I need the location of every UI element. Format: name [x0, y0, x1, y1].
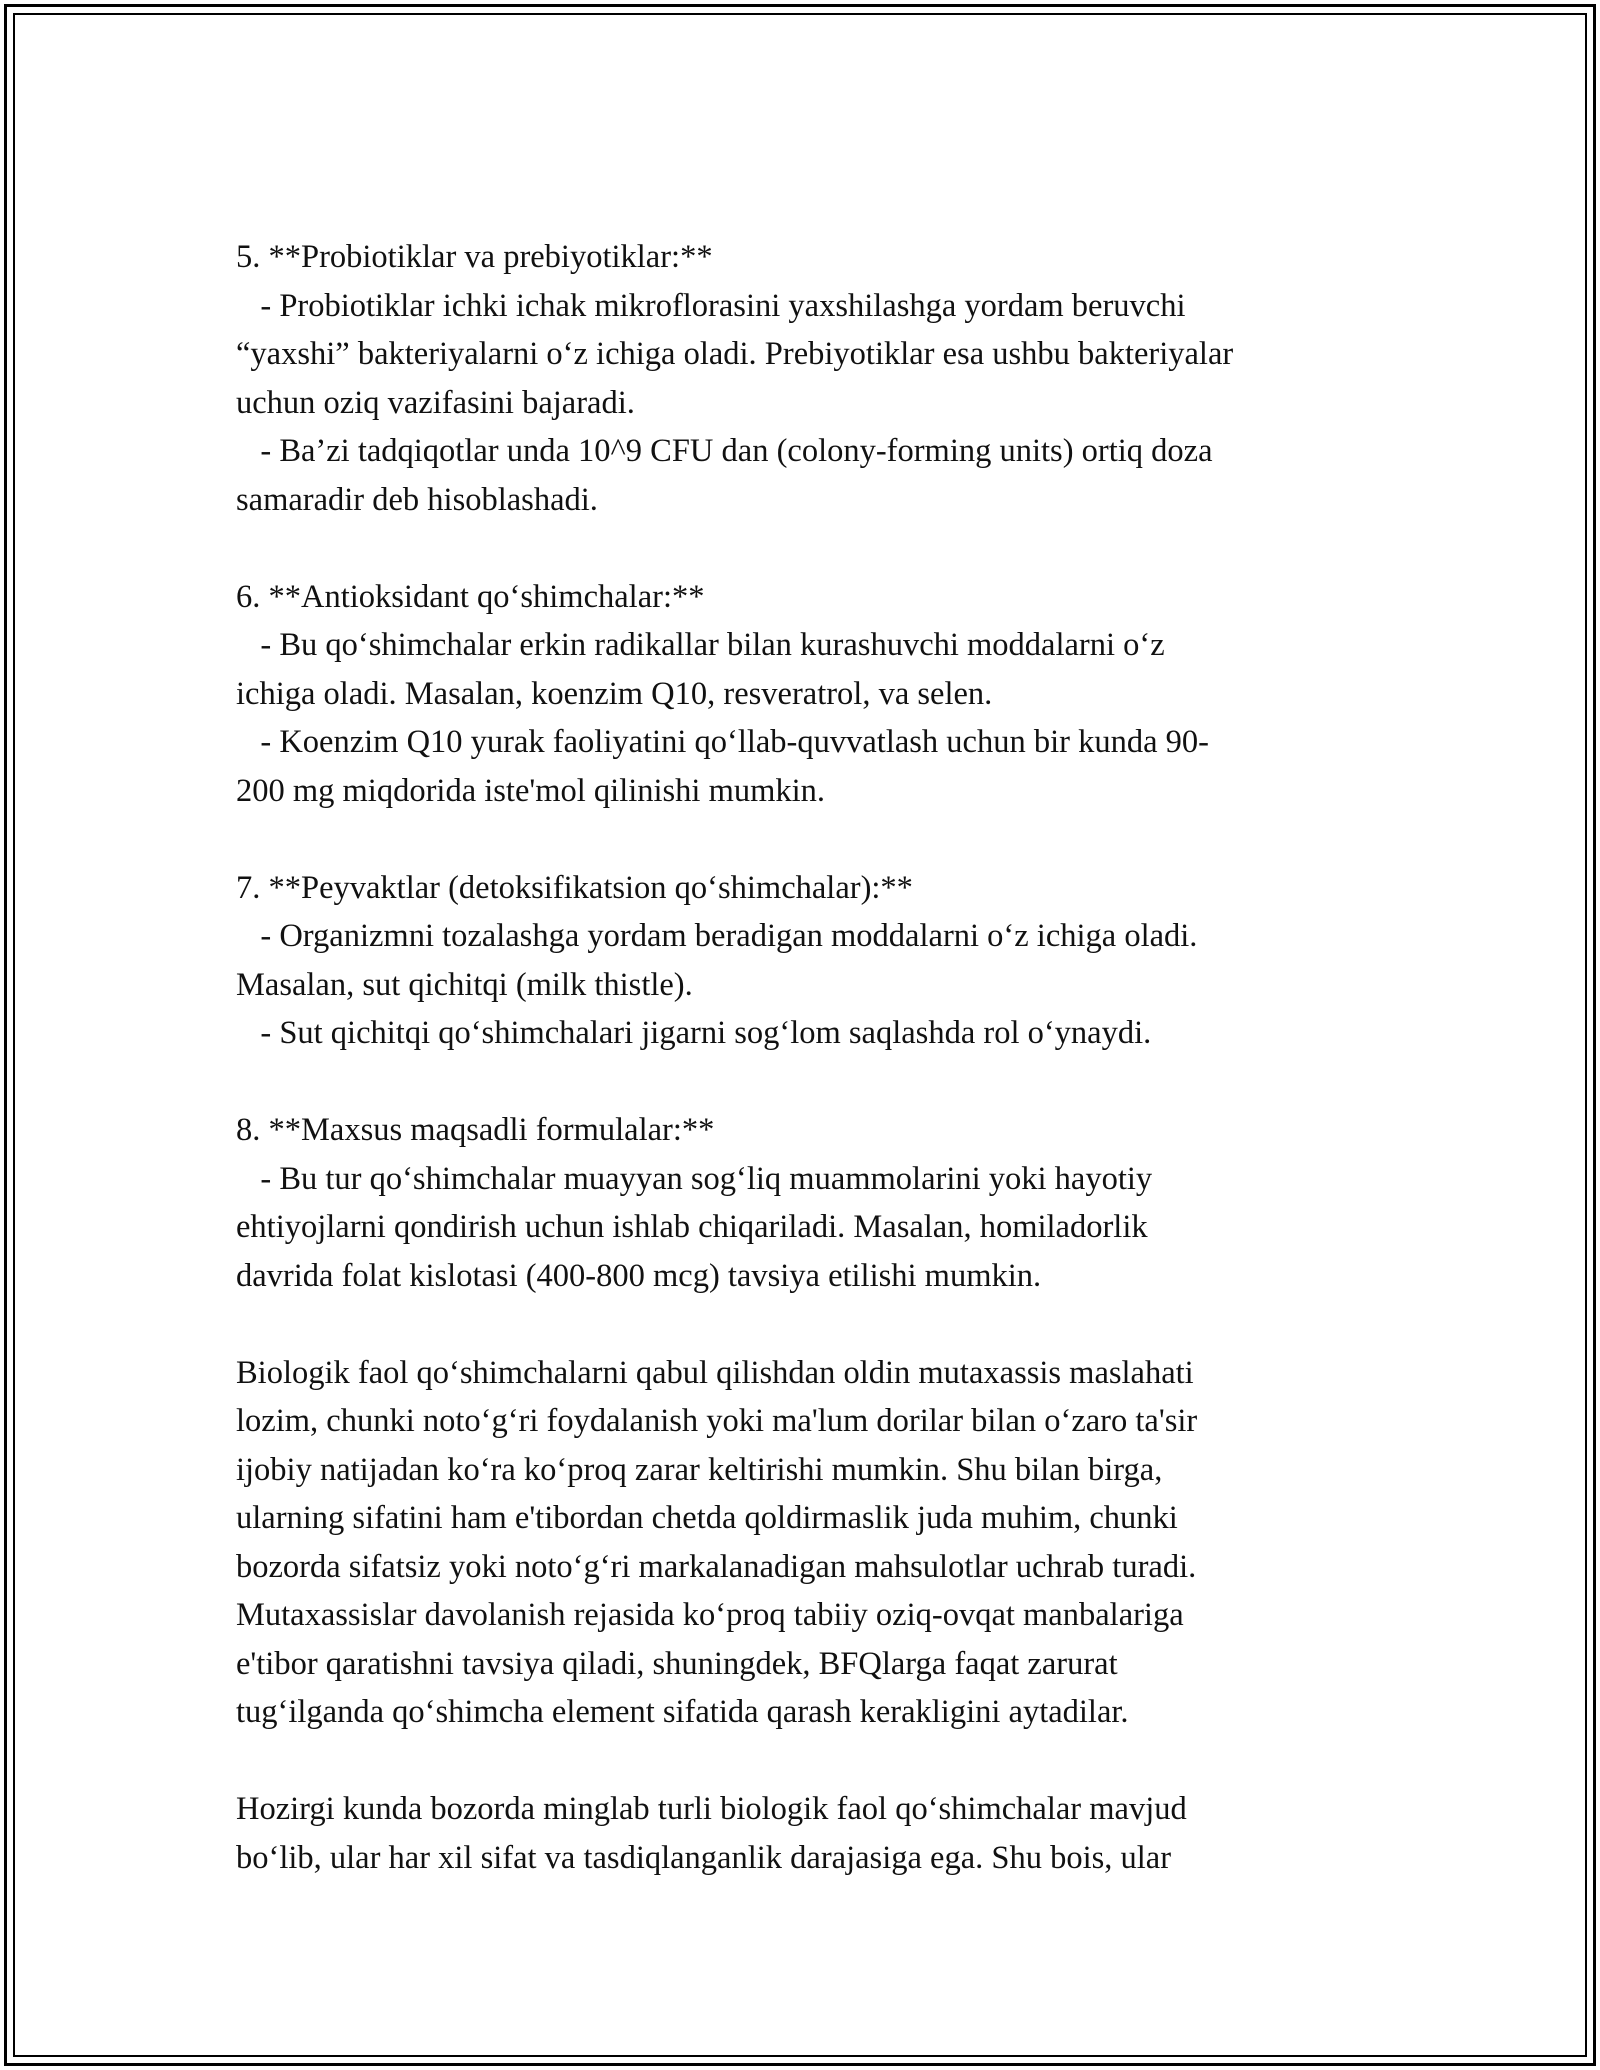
paragraph-expert-advice — [236, 1349, 1386, 1737]
text-line: - Probiotiklar ichki ichak mikroflorasini yaxshilashga yordam beruvchi — [236, 287, 1186, 324]
text-line: - Bu qo‘shimchalar erkin radikallar bilan kurashuvchi moddalarni o‘z — [236, 627, 1165, 663]
text-line: davrida folat kislotasi (400-800 mcg) tavsiya etilishi mumkin. — [236, 1257, 1042, 1294]
paragraph-gap — [236, 815, 1386, 864]
text-line: - Organizmni tozalashga yordam beradigan moddalarni o‘z ichiga oladi. — [236, 918, 1198, 954]
text-line: bozorda sifatsiz yoki noto‘g‘ri markalanadigan mahsulotlar uchrab turadi. — [236, 1548, 1197, 1585]
paragraph-gap — [236, 524, 1386, 573]
text-line: - Ba’zi tadqiqotlar unda 10^9 CFU dan (colony-forming units) ortiq doza — [236, 433, 1213, 469]
text-line: uchun oziq vazifasini bajaradi. — [236, 384, 635, 421]
text-line: Mutaxassislar davolanish rejasida ko‘proq tabiiy oziq-ovqat manbalariga — [236, 1597, 1184, 1633]
text-line: ularning sifatini ham e'tibordan chetda qoldirmaslik juda muhim, chunki — [236, 1500, 1178, 1536]
text-line: samaradir deb hisoblashadi. — [236, 481, 598, 518]
paragraph-gap — [236, 1737, 1386, 1786]
text-line: ijobiy natijadan ko‘ra ko‘proq zarar keltirishi mumkin. Shu bilan birga, — [236, 1451, 1163, 1488]
section-heading: 8. **Maxsus maqsadli formulalar:** — [236, 1112, 715, 1148]
text-line: Hozirgi kunda bozorda minglab turli biologik faol qo‘shimchalar mavjud — [236, 1791, 1187, 1827]
text-line: “yaxshi” bakteriyalarni o‘z ichiga oladi. Prebiyotiklar esa ushbu bakteriyalar — [236, 336, 1234, 372]
text-line: lozim, chunki noto‘g‘ri foydalanish yoki ma'lum dorilar bilan o‘zaro ta'sir — [236, 1403, 1198, 1439]
text-line: Biologik faol qo‘shimchalarni qabul qilishdan oldin mutaxassis maslahati — [236, 1354, 1194, 1391]
paragraph-gap — [236, 1300, 1386, 1349]
text-line: ehtiyojlarni qondirish uchun ishlab chiqariladi. Masalan, homiladorlik — [236, 1209, 1148, 1245]
paragraph-market — [236, 1785, 1386, 1882]
section-antioxidants — [236, 573, 1386, 816]
text-line: - Koenzim Q10 yurak faoliyatini qo‘llab-quvvatlash uchun bir kunda 90- — [236, 724, 1209, 760]
section-heading: 5. **Probiotiklar va prebiyotiklar:** — [236, 239, 713, 275]
paragraph-gap — [236, 1058, 1386, 1107]
text-line: - Sut qichitqi qo‘shimchalari jigarni sog‘lom saqlashda rol o‘ynaydi. — [236, 1015, 1152, 1051]
text-line: 200 mg miqdorida iste'mol qilinishi mumkin. — [236, 772, 826, 809]
text-line: tug‘ilganda qo‘shimcha element sifatida qarash kerakligini aytadilar. — [236, 1694, 1129, 1730]
section-special-formulas — [236, 1106, 1386, 1300]
section-heading: 6. **Antioksidant qo‘shimchalar:** — [236, 578, 705, 615]
text-line: Masalan, sut qichitqi (milk thistle). — [236, 966, 693, 1003]
text-line: e'tibor qaratishni tavsiya qiladi, shuningdek, BFQlarga faqat zarurat — [236, 1645, 1118, 1682]
text-line: - Bu tur qo‘shimchalar muayyan sog‘liq muammolarini yoki hayotiy — [236, 1160, 1153, 1197]
section-detox — [236, 864, 1386, 1058]
document-body — [236, 233, 1386, 1882]
section-probiotics — [236, 233, 1386, 524]
section-heading: 7. **Peyvaktlar (detoksifikatsion qo‘shimchalar):** — [236, 869, 913, 906]
text-line: bo‘lib, ular har xil sifat va tasdiqlanganlik darajasiga ega. Shu bois, ular — [236, 1839, 1172, 1876]
text-line: ichiga oladi. Masalan, koenzim Q10, resveratrol, va selen. — [236, 675, 993, 712]
